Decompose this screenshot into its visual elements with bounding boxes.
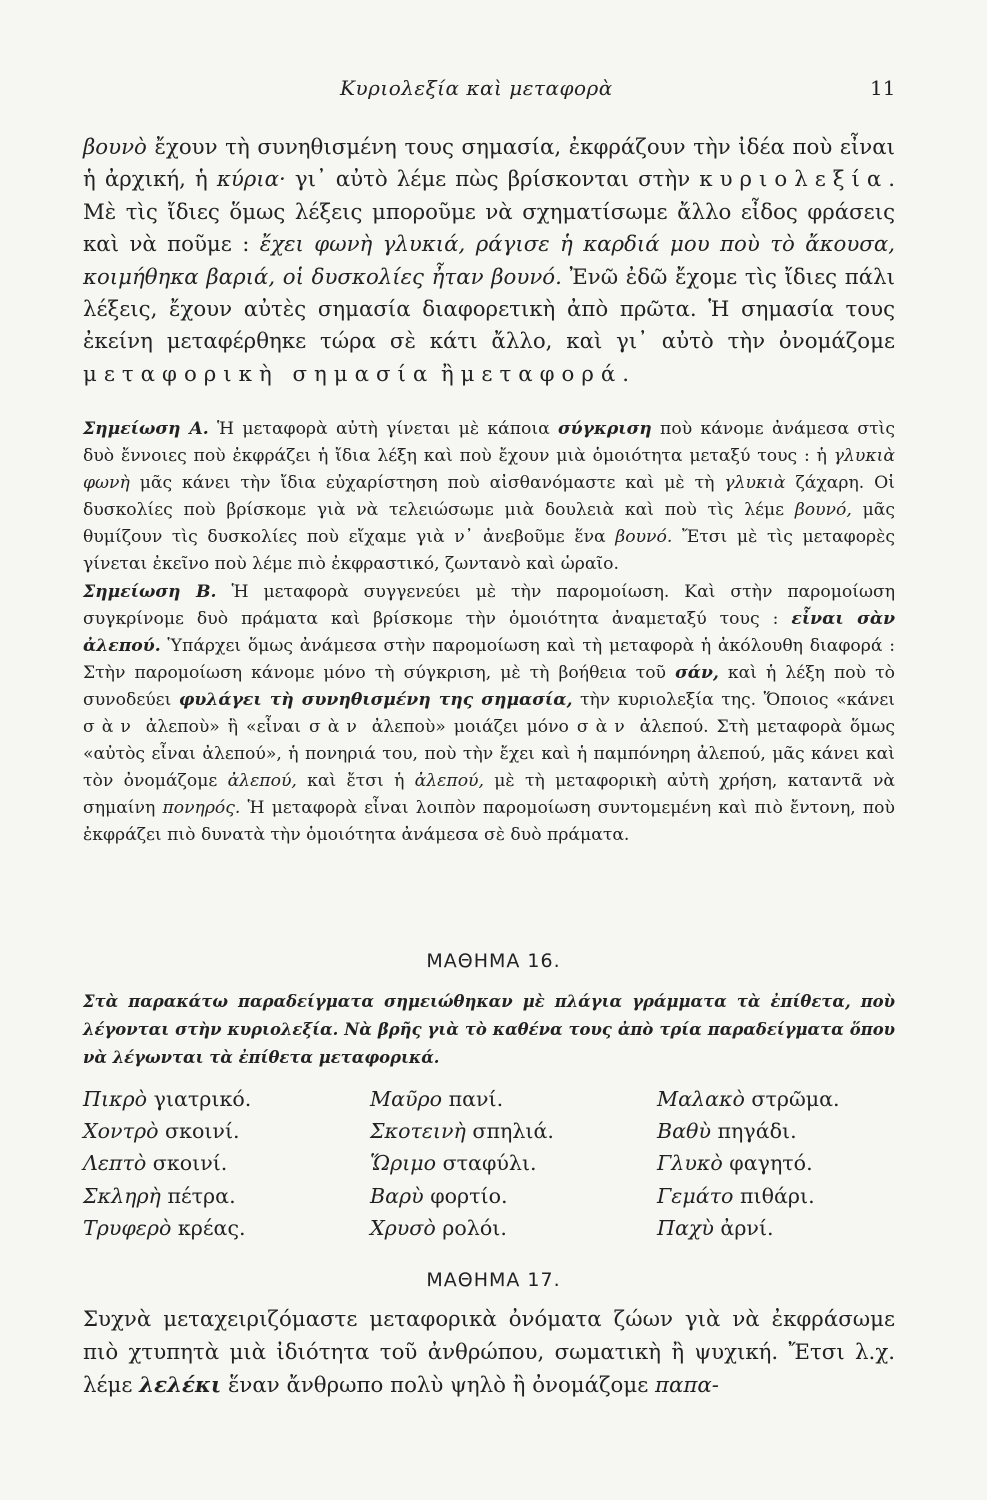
note-a-label: Σημείωση Α. (83, 419, 209, 439)
note-text: καὶ ἔτσι ἡ (296, 771, 415, 792)
noun: σταφύλι. (436, 1151, 537, 1176)
noun: φορτίο. (423, 1183, 508, 1208)
lesson-16-instructions: Στὰ παρακάτω παραδείγματα σημειώθηκαν μὲ πλάγια γράμματα τὰ ἐπίθετα, ποὺ λέγονται στὴν κυριολεξία. Νὰ βρῆς γιὰ τὸ καθένα τους ἀπὸ τρία παραδείγματα ὅπου νὰ λέγωνται τὰ ἐπίθετα μεταφορικά. (83, 992, 895, 1067)
note-text: βουνό, (794, 500, 852, 521)
adjective: Λεπτὸ (83, 1151, 147, 1176)
adjective: Μαῦρο (370, 1087, 443, 1111)
adjective: Σκοτεινὴ (370, 1119, 466, 1144)
word-entry (83, 1147, 251, 1179)
noun: στρῶμα. (744, 1087, 840, 1111)
adjective: Γλυκὸ (657, 1151, 723, 1176)
note-text: σὰν (576, 717, 632, 738)
notes-section (83, 416, 895, 850)
word-entry (83, 1180, 251, 1212)
intro-text: βουνὸ (83, 135, 147, 160)
word-entry (657, 1212, 840, 1244)
adjective: Σκληρὴ (83, 1183, 161, 1208)
note-text: Ὑπάρχει ὅμως ἀνάμεσα στὴν παρομοίωση καὶ τὴ μεταφορὰ ἡ ἀκόλουθη διαφορά : Στὴν παρομοίωση κάνομε μόνο τὴ σύγκριση, μὲ τὴ βοήθεια τοῦ (83, 635, 895, 683)
lesson-16-heading: ΜΑΘΗΜΑ 16. (426, 950, 561, 972)
adjective: Παχὺ (657, 1215, 714, 1240)
adjective: Βαρὺ (370, 1183, 424, 1208)
word-entry (83, 1115, 251, 1147)
lesson-17-text: λελέκι (139, 1372, 222, 1398)
lesson-17-text: παπα- (655, 1372, 719, 1398)
word-entry (370, 1115, 554, 1147)
intro-text: μεταφορικὴ σημασία (83, 361, 435, 387)
intro-text: Ἐνῶ ἐδῶ ἔχομε τὶς ἴδιες πάλι λέξεις, ἔχουν αὐτὲς σημασία διαφορετικὴ ἀπὸ πρῶτα. Ἡ σημασία τους ἐκείνη μεταφέρθηκε τώρα σὲ κάτι ἄλλο, καὶ γι᾽ αὐτὸ τὴν ὀνομάζομε (83, 264, 895, 355)
note-text: σὰν (309, 717, 364, 738)
intro-text: μεταφορά (460, 361, 623, 387)
note-text: ἀλεποὺ» ἢ «εἶναι (137, 717, 309, 738)
noun: πιθάρι. (733, 1183, 815, 1208)
note-text: Ἡ μεταφορὰ αὐτὴ γίνεται μὲ κάποια (208, 419, 558, 439)
note-text: σύγκριση (558, 419, 652, 439)
intro-text: κυριολεξία (699, 167, 889, 193)
note-text: καὶ ἡ λέξη ποὺ τὸ συνοδεύει (83, 662, 895, 710)
adjective: Μαλακὸ (657, 1087, 745, 1111)
noun: πέτρα. (160, 1183, 236, 1208)
word-entry (83, 1212, 251, 1244)
word-entry (657, 1115, 840, 1147)
noun: σκοινί. (146, 1151, 228, 1176)
word-list (83, 1083, 903, 1263)
page-header (0, 74, 987, 108)
intro-text: κύρια· (216, 167, 286, 193)
intro-text: . Μὲ τὶς ἴδιες ὅμως λέξεις μποροῦμε νὰ σχηματίσωμε ἄλλο εἶδος φράσεις καὶ νὰ ποῦμε : (83, 167, 895, 258)
noun: σκοινί. (158, 1119, 240, 1144)
note-text: ἀλεπού, (414, 771, 484, 792)
intro-text: . (622, 361, 630, 387)
note-text: πονηρός. (162, 798, 241, 819)
noun: πηγάδι. (710, 1119, 797, 1144)
word-entry (370, 1212, 554, 1244)
word-entry (370, 1147, 554, 1179)
adjective: Χρυσὸ (370, 1215, 436, 1240)
note-a (83, 416, 895, 579)
note-text: γλυκιὰ (724, 473, 786, 494)
note-text: τὴν κυριολεξία της. Ὅποιος «κάνει (572, 689, 895, 710)
lesson-17-heading: ΜΑΘΗΜΑ 17. (426, 1269, 561, 1291)
lesson-17-text: ἕναν ἄνθρωπο πολὺ ψηλὸ ἢ ὀνομάζομε (221, 1372, 656, 1398)
note-text: ζάχαρη. Οἱ δυσκολίες ποὺ βρίσκομε γιὰ νὰ τελειώσωμε μιὰ δουλειὰ καὶ ποὺ τὶς λέμε (83, 473, 895, 521)
running-title: Κυριολεξία καὶ μεταφορὰ (340, 76, 613, 100)
note-text: γλυκιὰ φωνὴ (83, 446, 895, 494)
noun: ἀρνί. (713, 1215, 774, 1240)
word-entry (370, 1083, 554, 1115)
intro-text: γι᾽ αὐτὸ λέμε πὼς βρίσκονται στὴν (285, 167, 700, 193)
word-entry (657, 1180, 840, 1212)
noun: φαγητό. (722, 1151, 813, 1176)
note-text: Ἔτσι μὲ τὶς μεταφορὲς γίνεται ἐκεῖνο ποὺ λέμε πιὸ ἐκφραστικό, ζωντανὸ καὶ ὡραῖο. (83, 527, 895, 575)
word-column (370, 1083, 554, 1244)
intro-text: ἔχουν τὴ συνηθισμένη τους σημασία, ἐκφράζουν τὴν ἰδέα ποὺ εἶναι ἡ ἀρχική, ἡ (83, 135, 895, 193)
noun: γιατρικό. (147, 1087, 252, 1111)
adjective: Πικρὸ (83, 1087, 148, 1111)
noun: πανί. (442, 1087, 504, 1111)
noun: ρολόι. (435, 1215, 507, 1240)
note-text: σὰν (83, 717, 138, 738)
note-text: μὲ τὴ μεταφορικὴ αὐτὴ χρήση, καταντᾶ νὰ σημαίνη (83, 771, 895, 819)
note-text: Ἡ μεταφορὰ εἶναι λοιπὸν παρομοίωση συντομεμένη καὶ πιὸ ἔντονη, ποὺ ἐκφράζει πιὸ δυνατὰ τὴν ὁμοιότητα ἀνάμεσα σὲ δυὸ πράματα. (83, 798, 895, 846)
adjective: Γεμάτο (657, 1183, 734, 1208)
adjective: Ὥριμο (370, 1151, 437, 1176)
note-text: ποὺ κάνομε ἀνάμεσα στὶς δυὸ ἔννοιες ποὺ ἐκφράζει ἡ ἴδια λέξη καὶ ποὺ ἔχουν μιὰ ὁμοιότητα μεταξύ τους : ἡ (83, 419, 895, 467)
note-text: εἶναι σὰν ἀλεπού. (83, 608, 896, 656)
note-text: βουνό. (615, 527, 673, 548)
noun: σπηλιά. (465, 1119, 554, 1144)
note-text: Ἡ μεταφορὰ συγγενεύει μὲ τὴν παρομοίωση. Καὶ στὴν παρομοίωση συγκρίνομε δυὸ πράματα καὶ βρίσκομε τὴν ὁμοιότητα ἀναμεταξύ τους : (83, 581, 895, 629)
intro-text: ἔχει φωνὴ γλυκιά, ράγισε ἡ καρδιά μου ποὺ τὸ ἄκουσα, κοιμήθηκα βαριά, οἱ δυσκολίες ἦταν βουνό. (83, 232, 896, 290)
note-b (83, 579, 895, 850)
word-entry (657, 1147, 840, 1179)
note-text: φυλάγει τὴ συνηθισμένη της σημασία, (178, 689, 573, 710)
note-text: σάν, (675, 662, 719, 683)
adjective: Βαθὺ (657, 1119, 711, 1144)
adjective: Τρυφερὸ (83, 1215, 172, 1240)
lesson-17-text: Συχνὰ μεταχειριζόμαστε μεταφορικὰ ὀνόματα ζώων γιὰ νὰ ἐκφράσωμε πιὸ χτυπητὰ μιὰ ἰδιότητα τοῦ ἀνθρώπου, σωματικὴ ἢ ψυχική. Ἔτσι λ.χ. λέμε (83, 1307, 895, 1398)
note-text: ἀλεπού. Στὴ μεταφορὰ ὅμως «αὐτὸς εἶναι ἀλεπού», ἡ πονηριά του, ποὺ τὴν ἔχει καὶ ἡ παμπόνηρη ἀλεπού, μᾶς κάνει καὶ τὸν ὀνομάζομε (83, 717, 895, 792)
word-entry (83, 1083, 251, 1115)
intro-text: ἢ (434, 361, 461, 387)
adjective: Χοντρὸ (83, 1119, 159, 1144)
intro-paragraph (83, 132, 895, 391)
page-number: 11 (870, 76, 896, 100)
word-column (657, 1083, 840, 1244)
word-entry (657, 1083, 840, 1115)
noun: κρέας. (171, 1215, 246, 1240)
note-b-label: Σημείωση Β. (83, 581, 217, 602)
note-text: ἀλεπού, (227, 771, 297, 792)
word-entry (370, 1180, 554, 1212)
note-text: μᾶς θυμίζουν τὶς δυσκολίες ποὺ εἴχαμε γιὰ ν᾽ ἀνεβοῦμε ἕνα (83, 500, 895, 548)
note-text: ἀλεποὺ» μοιάζει μόνο (363, 717, 577, 738)
lesson-17-paragraph (83, 1304, 895, 1402)
note-text: μᾶς κάνει τὴν ἴδια εὐχαρίστηση ποὺ αἰσθανόμαστε καὶ μὲ τὴ (129, 473, 725, 494)
word-column (83, 1083, 251, 1244)
